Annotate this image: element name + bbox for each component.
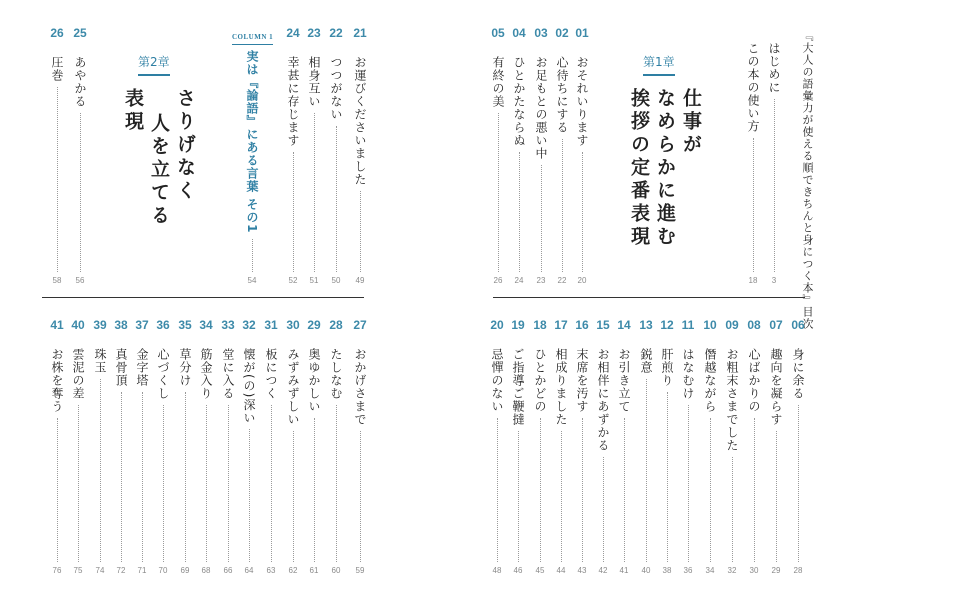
entry-page-number: 70 [158, 566, 168, 575]
entry-title: あやかる [73, 56, 87, 108]
leader-dots [624, 418, 625, 562]
column-1-entry[interactable] [241, 50, 263, 286]
entry-page-number: 40 [641, 566, 651, 575]
leader-dots [360, 431, 361, 562]
leader-dots [57, 87, 58, 272]
entry-number: 30 [286, 318, 300, 332]
toc-entry-30[interactable] [282, 318, 304, 576]
entry-title: ひとかどの [533, 348, 547, 413]
entry-number: 19 [511, 318, 525, 332]
entry-page-number: 45 [535, 566, 545, 575]
toc-entry-27[interactable] [349, 318, 371, 576]
chapter-2-label: 第2章 [138, 54, 170, 76]
entry-title: お相伴にあずかる [596, 348, 610, 452]
entry-title: 心待ちにする [555, 56, 569, 134]
entry-number: 25 [73, 26, 87, 40]
leader-dots [293, 431, 294, 562]
entry-title: お引き立て [617, 348, 631, 413]
entry-number: 15 [596, 318, 610, 332]
entry-title: 奥ゆかしい [307, 348, 321, 413]
leader-dots [688, 405, 689, 562]
entry-title: 圧巻 [50, 56, 64, 82]
entry-title: 忌憚のない [490, 348, 504, 413]
leader-dots [293, 152, 294, 272]
leader-dots [336, 405, 337, 562]
entry-title: 心ばかりの [747, 348, 761, 413]
leader-dots [206, 405, 207, 562]
toc-entry-21[interactable] [349, 26, 371, 286]
entry-number: 12 [660, 318, 674, 332]
leader-dots [498, 113, 499, 272]
entry-number: 09 [725, 318, 739, 332]
entry-title: 心づくし [156, 348, 170, 400]
entry-page-number: 75 [73, 566, 83, 575]
leader-dots [314, 113, 315, 272]
entry-title: 身に余る [791, 348, 805, 400]
chapter-1-title-line-2: なめらかに進む [654, 88, 676, 249]
toc-entry-19[interactable] [507, 318, 529, 576]
toc-entry-36[interactable] [152, 318, 174, 576]
leader-dots [776, 431, 777, 562]
entry-page-number: 29 [771, 566, 781, 575]
column-1-title: 実は『論語』にある言葉 その1 [245, 50, 259, 234]
toc-entry-10[interactable] [699, 318, 721, 576]
entry-page-number: 50 [331, 276, 341, 285]
toc-entry-14[interactable] [613, 318, 635, 576]
chapter-2-heading [138, 54, 170, 76]
entry-number: 16 [575, 318, 589, 332]
section-divider-left [42, 297, 364, 298]
toc-entry-38[interactable] [110, 318, 132, 576]
leader-dots [360, 191, 361, 272]
entry-title: 珠玉 [93, 348, 107, 374]
toc-entry-28[interactable] [325, 318, 347, 576]
leader-dots [519, 152, 520, 272]
chapter-2-title-line-2: 人を立てる [148, 113, 170, 228]
entry-number: 33 [221, 318, 235, 332]
toc-entry-25[interactable] [69, 26, 91, 286]
chapter-2-title-line-3: 表現 [122, 88, 144, 134]
leader-dots [185, 392, 186, 562]
entry-page-number: 76 [52, 566, 62, 575]
right-page [485, 0, 970, 600]
entry-page-number: 42 [598, 566, 608, 575]
entry-page-number: 66 [223, 566, 233, 575]
chapter-1-label: 第1章 [643, 54, 675, 76]
toc-entry-32[interactable] [238, 318, 260, 576]
toc-entry-34[interactable] [195, 318, 217, 576]
leader-dots [121, 392, 122, 562]
leader-dots [252, 239, 253, 272]
entry-number: 34 [199, 318, 213, 332]
entry-title: 肝煎り [660, 348, 674, 387]
leader-dots [710, 418, 711, 562]
entry-page-number: 20 [577, 276, 587, 285]
entry-page-number: 60 [331, 566, 341, 575]
toc-entry-24[interactable] [282, 26, 304, 286]
toc-entry-preface[interactable] [763, 26, 785, 286]
entry-title: ひとかたならぬ [512, 56, 526, 147]
leader-dots [774, 99, 775, 272]
entry-number: 11 [681, 318, 695, 332]
toc-entry-15[interactable] [592, 318, 614, 576]
entry-title: 有終の美 [491, 56, 505, 108]
entry-page-number: 44 [556, 566, 566, 575]
entry-number: 01 [575, 26, 589, 40]
entry-number: 08 [747, 318, 761, 332]
entry-title: 相身互い [307, 56, 321, 108]
column-1-page-number: 54 [247, 276, 257, 285]
entry-number: 23 [307, 26, 321, 40]
leader-dots [754, 418, 755, 562]
toc-entry-12[interactable] [656, 318, 678, 576]
entry-page-number: 62 [288, 566, 298, 575]
entry-page-number: 59 [355, 566, 365, 575]
chapter-1-title-line-1: 仕事が [680, 88, 702, 157]
toc-entry-33[interactable] [217, 318, 239, 576]
toc-entry-09[interactable] [721, 318, 743, 576]
entry-page-number: 56 [75, 276, 85, 285]
toc-entry-08[interactable] [743, 318, 765, 576]
column-1-label: COLUMN 1 [232, 33, 273, 45]
toc-entry-40[interactable] [67, 318, 89, 576]
toc-entry-03[interactable] [530, 26, 552, 286]
entry-page-number: 36 [683, 566, 693, 575]
entry-page-number: 24 [514, 276, 524, 285]
entry-title: 板につく [264, 348, 278, 400]
toc-entry-07[interactable] [765, 318, 787, 576]
entry-page-number: 23 [536, 276, 546, 285]
leader-dots [497, 418, 498, 562]
leader-dots [732, 457, 733, 562]
entry-page-number: 41 [619, 566, 629, 575]
entry-page-number: 69 [180, 566, 190, 575]
entry-number: 20 [490, 318, 504, 332]
entry-number: 03 [534, 26, 548, 40]
toc-entry-23[interactable] [303, 26, 325, 286]
entry-number: 21 [353, 26, 367, 40]
toc-entry-how-to-use[interactable] [742, 26, 764, 286]
entry-title: たしなむ [329, 348, 343, 400]
entry-title: 金字塔 [135, 348, 149, 387]
toc-entry-39[interactable] [89, 318, 111, 576]
entry-title: お足もとの悪い中 [534, 56, 548, 160]
entry-number: 18 [533, 318, 547, 332]
entry-number: 26 [50, 26, 64, 40]
leader-dots [271, 405, 272, 562]
entry-title: みずみずしい [286, 348, 300, 426]
toc-entry-16[interactable] [571, 318, 593, 576]
entry-page-number: 3 [771, 276, 777, 285]
entry-page-number: 52 [288, 276, 298, 285]
toc-entry-04[interactable] [508, 26, 530, 286]
toc-entry-41[interactable] [46, 318, 68, 576]
entry-number: 37 [135, 318, 149, 332]
leader-dots [80, 113, 81, 272]
entry-page-number: 58 [52, 276, 62, 285]
leader-dots [753, 138, 754, 272]
entry-number: 13 [639, 318, 653, 332]
entry-number: 24 [286, 26, 300, 40]
entry-page-number: 48 [492, 566, 502, 575]
entry-page-number: 28 [793, 566, 803, 575]
entry-page-number: 68 [201, 566, 211, 575]
leader-dots [249, 429, 250, 562]
leader-dots [798, 405, 799, 562]
entry-page-number: 51 [309, 276, 319, 285]
toc-entry-37[interactable] [131, 318, 153, 576]
entry-title: 堂に入る [221, 348, 235, 400]
entry-title: お運びくださいました [353, 56, 367, 186]
toc-entry-02[interactable] [551, 26, 573, 286]
entry-number: 14 [617, 318, 631, 332]
leader-dots [314, 418, 315, 562]
entry-page-number: 43 [577, 566, 587, 575]
section-divider-right [493, 297, 805, 298]
entry-number: 06 [791, 318, 805, 332]
chapter-1-title-line-3: 挨拶の定番表現 [628, 88, 650, 249]
leader-dots [603, 457, 604, 562]
entry-page-number: 26 [493, 276, 503, 285]
entry-number: 29 [307, 318, 321, 332]
leader-dots [100, 379, 101, 562]
entry-page-number: 38 [662, 566, 672, 575]
toc-entry-26[interactable] [46, 26, 68, 286]
entry-page-number: 64 [244, 566, 254, 575]
entry-title: 末席を汚す [575, 348, 589, 413]
toc-entry-31[interactable] [260, 318, 282, 576]
entry-page-number: 74 [95, 566, 105, 575]
entry-number: 17 [554, 318, 568, 332]
entry-title: 懐が(の)深い [242, 348, 256, 425]
entry-page-number: 34 [705, 566, 715, 575]
entry-title: はなむけ [681, 348, 695, 400]
leader-dots [582, 152, 583, 272]
entry-page-number: 71 [137, 566, 147, 575]
entry-title: お株を奪う [50, 348, 64, 413]
leader-dots [228, 405, 229, 562]
entry-title: 真骨頂 [114, 348, 128, 387]
chapter-1-heading [643, 54, 675, 76]
entry-title: 幸甚に存じます [286, 56, 300, 147]
leader-dots [57, 418, 58, 562]
leader-dots [540, 418, 541, 562]
entry-number: 05 [491, 26, 505, 40]
entry-page-number: 32 [727, 566, 737, 575]
entry-page-number: 46 [513, 566, 523, 575]
toc-entry-18[interactable] [529, 318, 551, 576]
entry-title: はじめに [767, 42, 781, 94]
entry-number: 32 [242, 318, 256, 332]
entry-title: ご指導ご鞭撻 [511, 348, 525, 426]
book-title: 『大人の語彙力が使える順できちんと身につく本』目次 [801, 30, 814, 330]
leader-dots [78, 405, 79, 562]
leader-dots [163, 405, 164, 562]
entry-title: 鋭意 [639, 348, 653, 374]
entry-number: 31 [264, 318, 278, 332]
entry-page-number: 22 [557, 276, 567, 285]
entry-number: 36 [156, 318, 170, 332]
toc-entry-11[interactable] [677, 318, 699, 576]
entry-number: 27 [353, 318, 367, 332]
entry-number: 10 [703, 318, 717, 332]
entry-title: 草分け [178, 348, 192, 387]
entry-number: 07 [769, 318, 783, 332]
entry-title: おかげさまで [353, 348, 367, 426]
entry-title: 趣向を凝らす [769, 348, 783, 426]
leader-dots [667, 392, 668, 562]
entry-number: 02 [555, 26, 569, 40]
entry-title: おそれいります [575, 56, 589, 147]
entry-title: お粗末さまでした [725, 348, 739, 452]
toc-entry-22[interactable] [325, 26, 347, 286]
toc-entry-01[interactable] [571, 26, 593, 286]
leader-dots [336, 126, 337, 272]
entry-page-number: 61 [309, 566, 319, 575]
toc-entry-20[interactable] [486, 318, 508, 576]
entry-page-number: 30 [749, 566, 759, 575]
toc-entry-13[interactable] [635, 318, 657, 576]
entry-number: 39 [93, 318, 107, 332]
entry-number: 04 [512, 26, 526, 40]
entry-page-number: 72 [116, 566, 126, 575]
entry-number: 38 [114, 318, 128, 332]
entry-title: この本の使い方 [746, 42, 760, 133]
toc-entry-06[interactable] [787, 318, 809, 576]
entry-number: 41 [50, 318, 64, 332]
entry-page-number: 18 [748, 276, 758, 285]
leader-dots [582, 418, 583, 562]
entry-number: 35 [178, 318, 192, 332]
leader-dots [518, 431, 519, 562]
entry-title: 雲泥の差 [71, 348, 85, 400]
entry-page-number: 63 [266, 566, 276, 575]
entry-title: 相成りました [554, 348, 568, 426]
leader-dots [646, 379, 647, 562]
entry-number: 22 [329, 26, 343, 40]
entry-title: 僭越ながら [703, 348, 717, 413]
entry-title: つつがない [329, 56, 343, 121]
toc-entry-29[interactable] [303, 318, 325, 576]
entry-title: 筋金入り [199, 348, 213, 400]
toc-entry-17[interactable] [550, 318, 572, 576]
leader-dots [142, 392, 143, 562]
leader-dots [562, 139, 563, 272]
chapter-2-title-line-1: さりげなく [174, 88, 196, 203]
leader-dots [541, 165, 542, 272]
entry-page-number: 49 [355, 276, 365, 285]
toc-entry-05[interactable] [487, 26, 509, 286]
entry-number: 28 [329, 318, 343, 332]
leader-dots [561, 431, 562, 562]
toc-entry-35[interactable] [174, 318, 196, 576]
entry-number: 40 [71, 318, 85, 332]
